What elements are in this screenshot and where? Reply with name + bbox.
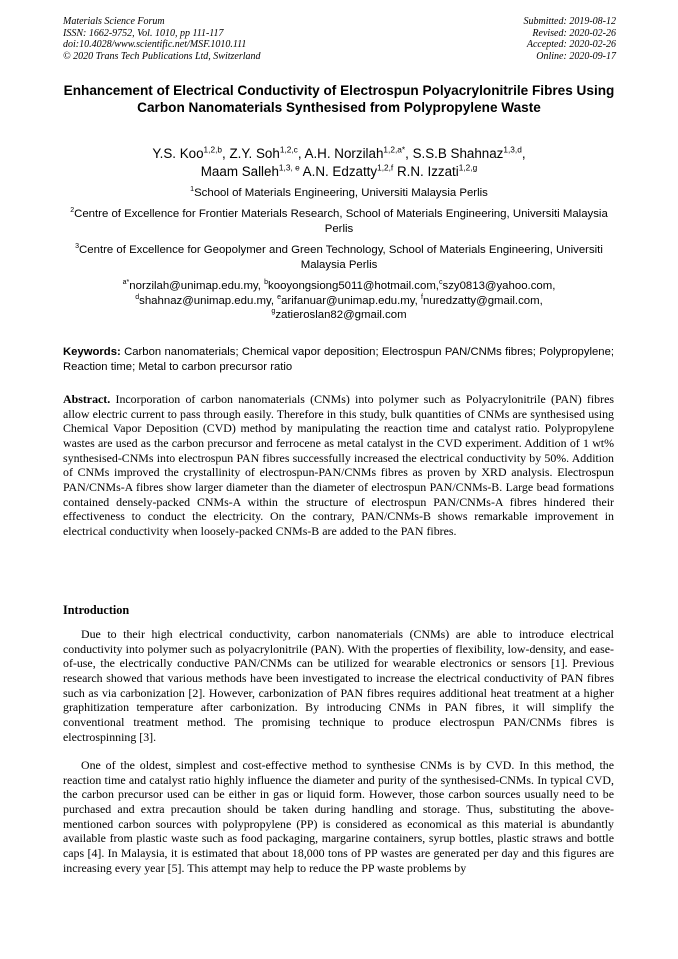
date-submitted: Submitted: 2019-08-12 [523, 16, 616, 27]
journal-copyright: © 2020 Trans Tech Publications Ltd, Switzerland [63, 50, 261, 62]
email: $^e$arifanuar@unimap.edu.my, [277, 293, 421, 307]
date-online: Online: 2020-09-17 [536, 50, 616, 62]
keywords-label: Keywords: [63, 346, 121, 358]
abstract [63, 392, 614, 539]
publication-dates [524, 16, 617, 62]
journal-doi: doi:10.4028/www.scientific.net/MSF.1010.111 [63, 39, 247, 50]
journal-name: Materials Science Forum [63, 16, 165, 27]
affiliation-3: $^3$Centre of Excellence for Geopolymer and Green Technology, School of Materials Engineering, Universiti Malaysia Perlis [75, 243, 603, 271]
journal-issn: ISSN: 1662-9752, Vol. 1010, pp 111-117 [63, 27, 224, 39]
date-revised: Revised: 2020-02-26 [532, 27, 616, 39]
abstract-label: Abstract. [63, 392, 111, 406]
email: $^b$kooyongsiong5011@hotmail.com, [264, 279, 439, 292]
affiliation-1: $^1$School of Materials Engineering, Universiti Malaysia Perlis [190, 186, 488, 199]
affiliation-2: $^2$Centre of Excellence for Frontier Materials Research, School of Materials Engineering, Universiti Malaysia Perlis [70, 207, 608, 235]
abstract-text: Incorporation of carbon nanomaterials (CNMs) into polymer such as Polyacrylonitrile (PAN) fibres allow electric current to pass through easily. Therefore in this study, bulk quantities of CNMs are synthesised using Chemical Vapor Deposition (CVD) method by manipulating the reaction time and catalyst ratio. Polypropylene wastes are used as the carbon precursor and ferrocene as metal catalyst in the CVD experiment. Addition of 1 wt% synthesised-CNMs into electrospun PAN fibres successfully increased the electrical conductivity by 50%. Addition of CNMs improved the crystallinity of electrospun-PAN/CNMs fibres as proven by XRD analysis. Electrospun PAN/CNMs-A fibres show larger diameter than the diameter of electrospun PAN/CNMs-B. Large bead formations contained densely-packed CNMs-A within the structure of electrospun PAN/CNMs-A fibres hindered their effectiveness to conduct the electricity. On the contrary, PAN/CNMs-B shows remarkable improvement in electrical conductivity when loosely-packed CNMs-B are added to the PAN fibres. [63, 392, 614, 538]
author-list [50, 145, 628, 181]
date-accepted: Accepted: 2020-02-26 [526, 39, 616, 50]
introduction-paragraph-1: Due to their high electrical conductivity, carbon nanomaterials (CNMs) are able to introduce electrical conductivity into polymer such as polyacrylonitrile (PAN). With the properties of flexibility, low-density, and ease-of-use, the electrically conductive PAN/CNMs can be utilized for wearable electronics or sensors [1]. Previous research showed that various methods have been investigated to increase the electrical conductivity of PAN fibres such as via carbonization [2]. However, carbonization of PAN fibres requires additional heat treatment at a higher graphitization temperature after carbonization. By introducing CNMs in PAN fibres, it will simplify the conventional treatment method. The promising technique to produce electrospun PAN/CNMs fibres is electrospinning [3]. [63, 627, 614, 744]
author: R.N. Izzati$^{1,2,g}$ [396, 162, 478, 179]
keywords [63, 345, 614, 374]
author: Z.Y. Soh$^{1,2,c}$, [229, 144, 305, 161]
email: $^d$shahnaz@unimap.edu.my, [135, 293, 278, 307]
author: A.H. Norzilah$^{1,2,a*}$, [304, 144, 413, 161]
email: $^c$szy0813@yahoo.com, [438, 279, 556, 292]
paper-title: Enhancement of Electrical Conductivity of Electrospun Polyacrylonitrile Fibres Using Carbon Nanomaterials Synthesised from Polypropylene Waste [63, 83, 615, 115]
email: $^f$nuredzatty@gmail.com, [420, 293, 543, 307]
keywords-text: Carbon nanomaterials; Chemical vapor deposition; Electrospun PAN/CNMs fibres; Polypropylene; Reaction time; Metal to carbon precursor ratio [63, 346, 614, 373]
author: S.S.B Shahnaz$^{1,3,d}$, [412, 144, 526, 161]
introduction-paragraph-2: One of the oldest, simplest and cost-effective method to synthesise CNMs is by CVD. In this method, the reaction time and catalyst ratio highly influence the diameter and purity of the synthesised-CNMs. In typical CVD, the carbon precursor used can be either in gas or liquid form. However, those carbon sources usually need to be purchased and extra precaution should be taken during handling and storage. Thus, substituting the above-mentioned carbon sources with polypropylene (PP) is considered as economical as this material is abundantly available from plastic waste such as food packaging, margarine containers, syrup bottles, plastic straws and bottle caps [4]. In Malaysia, it is estimated that about 18,000 tons of PP wastes are generated per day and this figures are increasing every year [5]. This attempt may help to reduce the PP waste problems by [63, 758, 614, 875]
author: Maam Salleh$^{1,3, e}$ [200, 162, 300, 179]
email: $^{a*}$norzilah@unimap.edu.my, [122, 279, 265, 292]
author: A.N. Edzatty$^{1,2,f}$ [302, 162, 394, 179]
journal-info [63, 16, 261, 62]
author-emails [55, 279, 623, 323]
email: $^g$zatieroslan82@gmail.com [271, 308, 407, 322]
introduction-heading: Introduction [63, 603, 130, 617]
author: Y.S. Koo$^{1,2,b}$, [152, 144, 230, 161]
